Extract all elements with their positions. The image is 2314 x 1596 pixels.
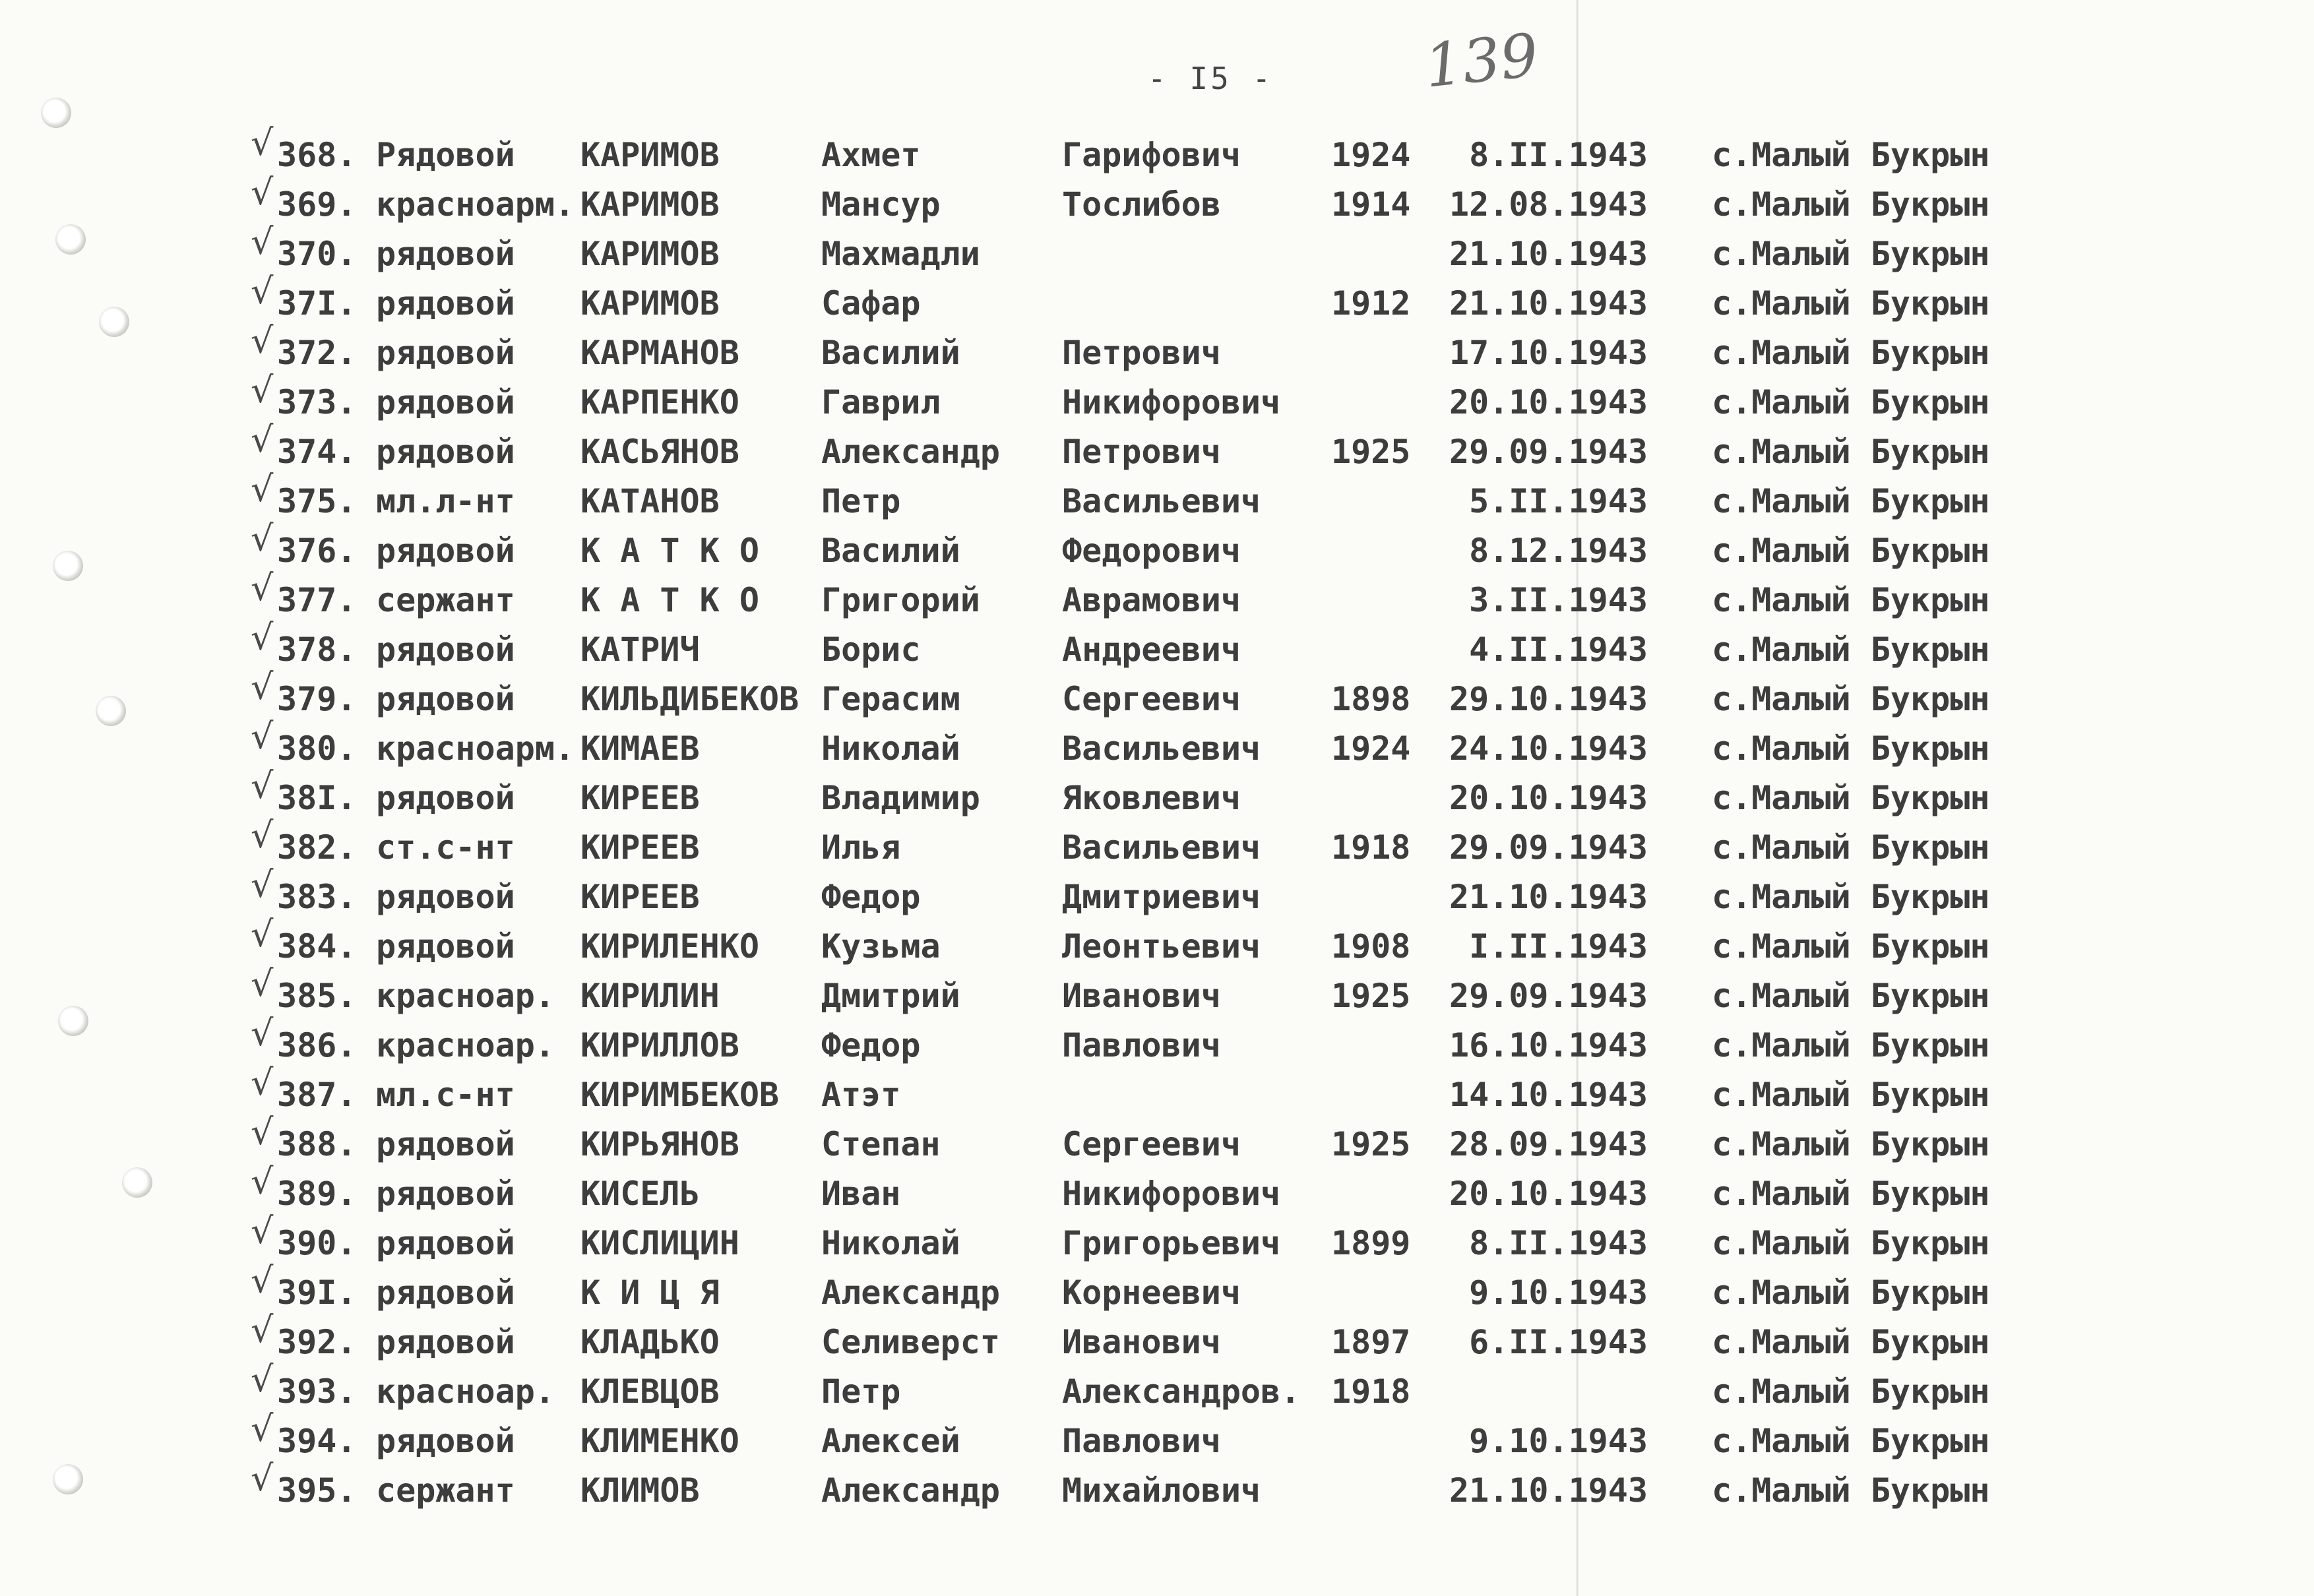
rank-cell: рядовой <box>376 532 515 570</box>
table-row <box>0 814 2314 872</box>
patronymic-cell: Никифорович <box>1062 383 1281 421</box>
date-cell: 8.II.1943 <box>1469 136 1648 174</box>
rank-cell: Рядовой <box>376 136 515 174</box>
date-cell: 12.08.1943 <box>1449 185 1648 224</box>
surname-cell: КАРИМОВ <box>580 136 720 174</box>
patronymic-cell: Петрович <box>1062 433 1221 471</box>
surname-cell: КЛАДЬКО <box>580 1323 720 1361</box>
rank-cell: красноар. <box>376 1372 555 1411</box>
given-name-cell: Селиверст <box>821 1323 1000 1361</box>
table-row <box>0 1408 2314 1465</box>
given-name-cell: Гаврил <box>821 383 941 421</box>
row-number: 390. <box>277 1224 357 1262</box>
row-number: 368. <box>277 136 357 174</box>
patronymic-cell: Иванович <box>1062 1323 1221 1361</box>
surname-cell: КИРЕЕВ <box>580 828 700 867</box>
check-mark: √ <box>251 518 274 559</box>
surname-cell: КИСЕЛЬ <box>580 1175 700 1213</box>
surname-cell: КЛИМОВ <box>580 1471 700 1510</box>
check-mark: √ <box>251 1111 274 1153</box>
place-cell: с.Малый Букрын <box>1712 1175 1990 1213</box>
place-cell: с.Малый Букрын <box>1712 878 1990 916</box>
date-cell: 3.II.1943 <box>1469 581 1648 619</box>
given-name-cell: Василий <box>821 532 960 570</box>
table-row <box>0 864 2314 921</box>
page-number: - I5 - <box>1148 61 1274 96</box>
check-mark: √ <box>251 122 274 164</box>
given-name-cell: Мансур <box>821 185 941 224</box>
table-row <box>0 171 2314 229</box>
date-cell: 5.II.1943 <box>1469 482 1648 520</box>
rank-cell: рядовой <box>376 680 515 718</box>
check-mark: √ <box>251 221 274 262</box>
check-mark: √ <box>251 1458 274 1499</box>
patronymic-cell: Тослибов <box>1062 185 1221 224</box>
surname-cell: К И Ц Я <box>580 1274 720 1312</box>
row-number: 383. <box>277 878 357 916</box>
place-cell: с.Малый Букрын <box>1712 1224 1990 1262</box>
surname-cell: КИСЛИЦИН <box>580 1224 739 1262</box>
given-name-cell: Петр <box>821 1372 901 1411</box>
check-mark: √ <box>251 468 274 510</box>
birth-year-cell: 1925 <box>1331 433 1411 471</box>
place-cell: с.Малый Букрын <box>1712 581 1990 619</box>
place-cell: с.Малый Букрын <box>1712 977 1990 1015</box>
date-cell: 8.12.1943 <box>1469 532 1648 570</box>
surname-cell: КАТРИЧ <box>580 630 700 669</box>
check-mark: √ <box>251 1260 274 1301</box>
table-row <box>0 1458 2314 1515</box>
given-name-cell: Илья <box>821 828 901 867</box>
table-row <box>0 369 2314 427</box>
given-name-cell: Дмитрий <box>821 977 960 1015</box>
check-mark: √ <box>251 1408 274 1450</box>
surname-cell: КЛЕВЦОВ <box>580 1372 720 1411</box>
row-number: 387. <box>277 1076 357 1114</box>
date-cell: 16.10.1943 <box>1449 1026 1648 1064</box>
place-cell: с.Малый Букрын <box>1712 828 1990 867</box>
row-number: 388. <box>277 1125 357 1163</box>
given-name-cell: Алексей <box>821 1422 960 1460</box>
check-mark: √ <box>251 864 274 905</box>
surname-cell: КИРИЛЕНКО <box>580 927 759 966</box>
row-number: 395. <box>277 1471 357 1510</box>
rank-cell: рядовой <box>376 878 515 916</box>
surname-cell: КАРПЕНКО <box>580 383 739 421</box>
birth-year-cell: 1897 <box>1331 1323 1411 1361</box>
date-cell: 20.10.1943 <box>1449 383 1648 421</box>
date-cell: 21.10.1943 <box>1449 1471 1648 1510</box>
table-row <box>0 1012 2314 1070</box>
surname-cell: КАСЬЯНОВ <box>580 433 739 471</box>
place-cell: с.Малый Букрын <box>1712 284 1990 322</box>
archive-number-handwritten: 139 <box>1421 20 1542 102</box>
row-number: 393. <box>277 1372 357 1411</box>
rank-cell: красноар. <box>376 977 555 1015</box>
surname-cell: КИРИЛИН <box>580 977 720 1015</box>
place-cell: с.Малый Букрын <box>1712 927 1990 966</box>
surname-cell: КАРИМОВ <box>580 185 720 224</box>
rank-cell: красноар. <box>376 1026 555 1064</box>
birth-year-cell: 1918 <box>1331 1372 1411 1411</box>
row-number: 379. <box>277 680 357 718</box>
row-number: 392. <box>277 1323 357 1361</box>
row-number: 376. <box>277 532 357 570</box>
rank-cell: мл.с-нт <box>376 1076 515 1114</box>
given-name-cell: Петр <box>821 482 901 520</box>
birth-year-cell: 1924 <box>1331 136 1411 174</box>
row-number: 370. <box>277 235 357 273</box>
date-cell: 4.II.1943 <box>1469 630 1648 669</box>
date-cell: 21.10.1943 <box>1449 284 1648 322</box>
rank-cell: рядовой <box>376 1175 515 1213</box>
row-number: 374. <box>277 433 357 471</box>
table-row <box>0 1161 2314 1218</box>
birth-year-cell: 1912 <box>1331 284 1411 322</box>
given-name-cell: Александр <box>821 1471 1000 1510</box>
rank-cell: рядовой <box>376 1323 515 1361</box>
table-row <box>0 1260 2314 1317</box>
surname-cell: КАРМАНОВ <box>580 334 739 372</box>
birth-year-cell: 1925 <box>1331 1125 1411 1163</box>
surname-cell: КАРИМОВ <box>580 235 720 273</box>
place-cell: с.Малый Букрын <box>1712 383 1990 421</box>
patronymic-cell: Сергеевич <box>1062 680 1241 718</box>
place-cell: с.Малый Букрын <box>1712 185 1990 224</box>
given-name-cell: Федор <box>821 1026 921 1064</box>
surname-cell: К А Т К О <box>580 581 759 619</box>
check-mark: √ <box>251 963 274 1004</box>
row-number: 375. <box>277 482 357 520</box>
patronymic-cell: Иванович <box>1062 977 1221 1015</box>
table-row <box>0 419 2314 476</box>
row-number: 389. <box>277 1175 357 1213</box>
table-row <box>0 320 2314 377</box>
date-cell: 20.10.1943 <box>1449 779 1648 817</box>
check-mark: √ <box>251 1062 274 1103</box>
surname-cell: К А Т К О <box>580 532 759 570</box>
patronymic-cell: Васильевич <box>1062 729 1261 768</box>
date-cell: 29.09.1943 <box>1449 828 1648 867</box>
row-number: 39I. <box>277 1274 357 1312</box>
row-number: 385. <box>277 977 357 1015</box>
table-row <box>0 1111 2314 1169</box>
patronymic-cell: Дмитриевич <box>1062 878 1261 916</box>
patronymic-cell: Андреевич <box>1062 630 1241 669</box>
place-cell: с.Малый Букрын <box>1712 1471 1990 1510</box>
check-mark: √ <box>251 1161 274 1202</box>
place-cell: с.Малый Букрын <box>1712 482 1990 520</box>
date-cell: 29.09.1943 <box>1449 977 1648 1015</box>
given-name-cell: Федор <box>821 878 921 916</box>
place-cell: с.Малый Букрын <box>1712 680 1990 718</box>
table-row <box>0 666 2314 723</box>
table-row <box>0 1210 2314 1268</box>
patronymic-cell: Михайлович <box>1062 1471 1261 1510</box>
surname-cell: КАТАНОВ <box>580 482 720 520</box>
table-row <box>0 716 2314 773</box>
patronymic-cell: Сергеевич <box>1062 1125 1241 1163</box>
given-name-cell: Александр <box>821 1274 1000 1312</box>
rank-cell: рядовой <box>376 235 515 273</box>
rank-cell: красноарм. <box>376 729 575 768</box>
birth-year-cell: 1898 <box>1331 680 1411 718</box>
patronymic-cell: Федорович <box>1062 532 1241 570</box>
patronymic-cell: Васильевич <box>1062 482 1261 520</box>
date-cell: 17.10.1943 <box>1449 334 1648 372</box>
birth-year-cell: 1908 <box>1331 927 1411 966</box>
place-cell: с.Малый Букрын <box>1712 136 1990 174</box>
place-cell: с.Малый Букрын <box>1712 1422 1990 1460</box>
row-number: 384. <box>277 927 357 966</box>
table-row <box>0 913 2314 971</box>
surname-cell: КИРИЛЛОВ <box>580 1026 739 1064</box>
row-number: 386. <box>277 1026 357 1064</box>
table-row <box>0 221 2314 278</box>
given-name-cell: Василий <box>821 334 960 372</box>
patronymic-cell: Аврамович <box>1062 581 1241 619</box>
place-cell: с.Малый Букрын <box>1712 532 1990 570</box>
patronymic-cell: Александров. <box>1062 1372 1301 1411</box>
row-number: 372. <box>277 334 357 372</box>
rank-cell: рядовой <box>376 1224 515 1262</box>
rank-cell: красноарм. <box>376 185 575 224</box>
patronymic-cell: Павлович <box>1062 1026 1221 1064</box>
patronymic-cell: Леонтьевич <box>1062 927 1261 966</box>
place-cell: с.Малый Букрын <box>1712 729 1990 768</box>
place-cell: с.Малый Букрын <box>1712 1274 1990 1312</box>
check-mark: √ <box>251 716 274 757</box>
date-cell: 14.10.1943 <box>1449 1076 1648 1114</box>
date-cell: 9.10.1943 <box>1469 1422 1648 1460</box>
table-row <box>0 1359 2314 1416</box>
date-cell: 29.10.1943 <box>1449 680 1648 718</box>
check-mark: √ <box>251 419 274 460</box>
check-mark: √ <box>251 567 274 609</box>
check-mark: √ <box>251 320 274 361</box>
check-mark: √ <box>251 666 274 708</box>
row-number: 369. <box>277 185 357 224</box>
patronymic-cell: Васильевич <box>1062 828 1261 867</box>
given-name-cell: Григорий <box>821 581 980 619</box>
place-cell: с.Малый Букрын <box>1712 1323 1990 1361</box>
place-cell: с.Малый Букрын <box>1712 235 1990 273</box>
table-row <box>0 518 2314 575</box>
check-mark: √ <box>251 369 274 411</box>
given-name-cell: Кузьма <box>821 927 941 966</box>
date-cell: 29.09.1943 <box>1449 433 1648 471</box>
table-row <box>0 468 2314 526</box>
surname-cell: КИЛЬДИБЕКОВ <box>580 680 799 718</box>
row-number: 377. <box>277 581 357 619</box>
surname-cell: КИМАЕВ <box>580 729 700 768</box>
birth-year-cell: 1924 <box>1331 729 1411 768</box>
check-mark: √ <box>251 270 274 312</box>
place-cell: с.Малый Букрын <box>1712 630 1990 669</box>
date-cell: I.II.1943 <box>1469 927 1648 966</box>
check-mark: √ <box>251 171 274 213</box>
rank-cell: рядовой <box>376 1125 515 1163</box>
rank-cell: рядовой <box>376 1422 515 1460</box>
row-number: 394. <box>277 1422 357 1460</box>
surname-cell: КИРИМБЕКОВ <box>580 1076 780 1114</box>
given-name-cell: Николай <box>821 1224 960 1262</box>
row-number: 382. <box>277 828 357 867</box>
surname-cell: КЛИМЕНКО <box>580 1422 739 1460</box>
table-row <box>0 270 2314 328</box>
patronymic-cell: Корнеевич <box>1062 1274 1241 1312</box>
place-cell: с.Малый Букрын <box>1712 1125 1990 1163</box>
place-cell: с.Малый Букрын <box>1712 1076 1990 1114</box>
table-row <box>0 617 2314 674</box>
given-name-cell: Борис <box>821 630 921 669</box>
surname-cell: КАРИМОВ <box>580 284 720 322</box>
patronymic-cell: Гарифович <box>1062 136 1241 174</box>
date-cell: 8.II.1943 <box>1469 1224 1648 1262</box>
check-mark: √ <box>251 1210 274 1252</box>
check-mark: √ <box>251 814 274 856</box>
given-name-cell: Махмадли <box>821 235 980 273</box>
place-cell: с.Малый Букрын <box>1712 779 1990 817</box>
surname-cell: КИРЕЕВ <box>580 779 700 817</box>
given-name-cell: Николай <box>821 729 960 768</box>
date-cell: 28.09.1943 <box>1449 1125 1648 1163</box>
patronymic-cell: Никифорович <box>1062 1175 1281 1213</box>
patronymic-cell: Григорьевич <box>1062 1224 1281 1262</box>
rank-cell: рядовой <box>376 383 515 421</box>
row-number: 380. <box>277 729 357 768</box>
given-name-cell: Степан <box>821 1125 941 1163</box>
surname-cell: КИРЬЯНОВ <box>580 1125 739 1163</box>
given-name-cell: Атэт <box>821 1076 901 1114</box>
place-cell: с.Малый Букрын <box>1712 433 1990 471</box>
place-cell: с.Малый Букрын <box>1712 1026 1990 1064</box>
check-mark: √ <box>251 1359 274 1400</box>
given-name-cell: Александр <box>821 433 1000 471</box>
table-row <box>0 963 2314 1020</box>
rank-cell: рядовой <box>376 433 515 471</box>
check-mark: √ <box>251 1309 274 1351</box>
rank-cell: рядовой <box>376 334 515 372</box>
place-cell: с.Малый Букрын <box>1712 334 1990 372</box>
given-name-cell: Сафар <box>821 284 921 322</box>
birth-year-cell: 1899 <box>1331 1224 1411 1262</box>
given-name-cell: Герасим <box>821 680 960 718</box>
birth-year-cell: 1914 <box>1331 185 1411 224</box>
table-row <box>0 122 2314 179</box>
check-mark: √ <box>251 765 274 807</box>
row-number: 378. <box>277 630 357 669</box>
patronymic-cell: Петрович <box>1062 334 1221 372</box>
rank-cell: ст.с-нт <box>376 828 515 867</box>
given-name-cell: Ахмет <box>821 136 921 174</box>
table-row <box>0 567 2314 625</box>
given-name-cell: Иван <box>821 1175 901 1213</box>
table-row <box>0 1062 2314 1119</box>
place-cell: с.Малый Букрын <box>1712 1372 1990 1411</box>
surname-cell: КИРЕЕВ <box>580 878 700 916</box>
patronymic-cell: Яковлевич <box>1062 779 1241 817</box>
rank-cell: мл.л-нт <box>376 482 515 520</box>
birth-year-cell: 1918 <box>1331 828 1411 867</box>
rank-cell: сержант <box>376 581 515 619</box>
check-mark: √ <box>251 617 274 658</box>
check-mark: √ <box>251 1012 274 1054</box>
check-mark: √ <box>251 913 274 955</box>
table-row <box>0 765 2314 822</box>
patronymic-cell: Павлович <box>1062 1422 1221 1460</box>
date-cell: 9.10.1943 <box>1469 1274 1648 1312</box>
table-row <box>0 1309 2314 1366</box>
date-cell: 21.10.1943 <box>1449 235 1648 273</box>
rank-cell: рядовой <box>376 927 515 966</box>
date-cell: 6.II.1943 <box>1469 1323 1648 1361</box>
rank-cell: рядовой <box>376 630 515 669</box>
date-cell: 24.10.1943 <box>1449 729 1648 768</box>
rank-cell: рядовой <box>376 284 515 322</box>
birth-year-cell: 1925 <box>1331 977 1411 1015</box>
row-number: 373. <box>277 383 357 421</box>
rank-cell: рядовой <box>376 1274 515 1312</box>
date-cell: 20.10.1943 <box>1449 1175 1648 1213</box>
row-number: 37I. <box>277 284 357 322</box>
rank-cell: рядовой <box>376 779 515 817</box>
rank-cell: сержант <box>376 1471 515 1510</box>
row-number: 38I. <box>277 779 357 817</box>
given-name-cell: Владимир <box>821 779 980 817</box>
date-cell: 21.10.1943 <box>1449 878 1648 916</box>
